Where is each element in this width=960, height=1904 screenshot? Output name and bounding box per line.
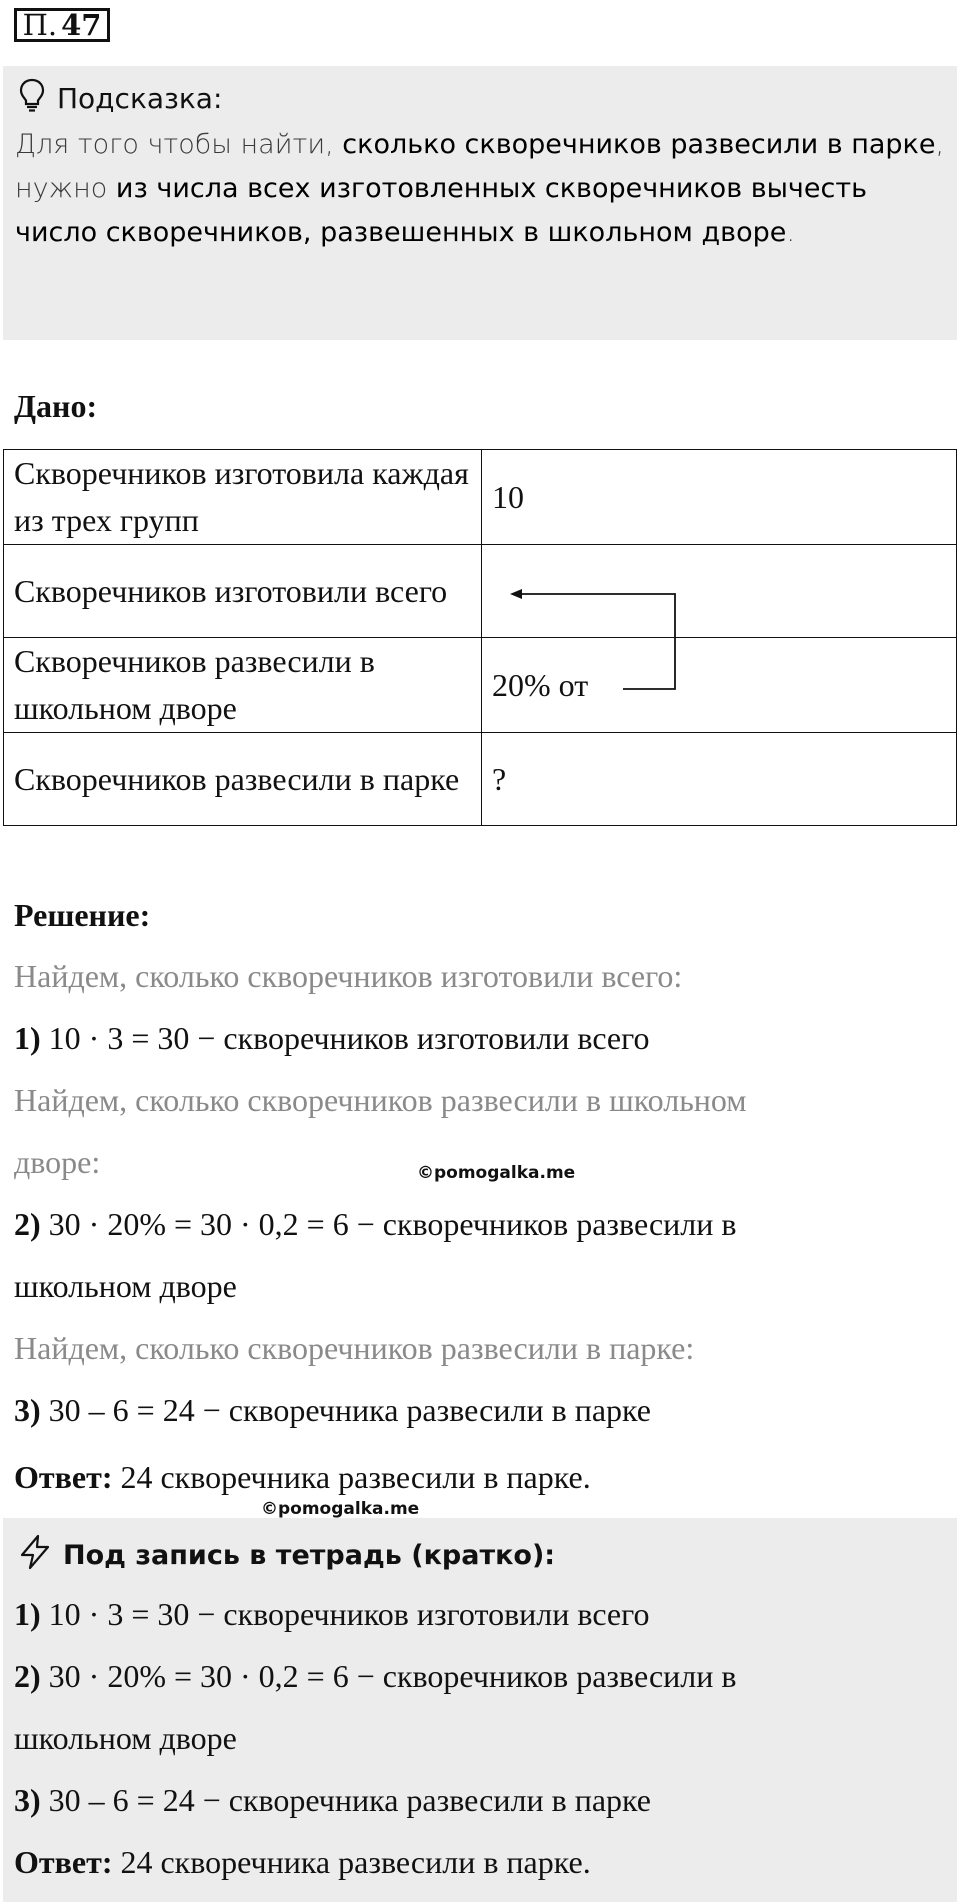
brief-answer [14,1844,591,1881]
step-text: 30 · 20% = 30 · 0,2 = 6 − скворечников развесили в [40,1206,737,1242]
lightning-icon [19,1534,51,1577]
step-text: 30 – 6 = 24 − скворечника развесили в парке [40,1782,651,1818]
answer-text: 24 скворечника развесили в парке. [112,1459,591,1495]
answer-text: 24 скворечника развесили в парке. [112,1844,591,1880]
watermark: ©pomogalka.me [417,1163,576,1183]
step1-intro: Найдем, сколько скворечников изготовили всего: [14,958,683,994]
table-row [4,733,957,826]
table-row [4,638,957,733]
given-value: ? [482,733,957,826]
step2-intro-line2: дворе: [14,1144,101,1180]
watermark: ©pomogalka.me [261,1499,420,1519]
answer-label: Ответ: [14,1844,113,1880]
hint-part: сколько скворечников развесили в парке [342,129,936,160]
step2-line [14,1206,736,1243]
step3-intro: Найдем, сколько скворечников развесили в парке: [14,1330,695,1366]
brief-step2 [14,1658,736,1695]
lightbulb-icon [19,78,45,119]
hint-box [3,66,957,340]
table-row [4,450,957,545]
given-title: Дано: [14,388,98,424]
solution-title: Решение: [14,897,151,933]
given-label: Скворечников развесили в школьном дворе [4,638,482,733]
step2-intro-line1: Найдем, сколько скворечников развесили в школьном [14,1082,747,1118]
step-number: 2) [14,1206,41,1242]
hint-title: Подсказка: [57,82,223,115]
step-number: 1) [14,1020,41,1056]
step-number: 3) [14,1392,41,1428]
given-value: 20% от [482,638,957,733]
brief-header [19,1534,555,1577]
step-text: 30 · 20% = 30 · 0,2 = 6 − скворечников развесили в [40,1658,737,1694]
given-value: 10 [482,450,957,545]
table-row [4,545,957,638]
hint-part: . [786,217,795,248]
step2-line2: школьном дворе [14,1268,237,1304]
step3-line [14,1392,651,1429]
task-prefix: П. [22,8,58,42]
answer-label: Ответ: [14,1459,113,1495]
step-text: 10 · 3 = 30 − скворечников изготовили всего [40,1596,650,1632]
hint-part: Для того чтобы найти, [15,129,343,160]
given-label: Скворечников изготовила каждая из трех групп [4,450,482,545]
brief-step1 [14,1596,649,1633]
given-table [3,449,957,826]
hint-part: , нужно [15,129,945,204]
step-number: 1) [14,1596,41,1632]
hint-header [19,78,222,119]
brief-title: Под запись в тетрадь (кратко): [63,1540,556,1571]
step-number: 2) [14,1658,41,1694]
given-label: Скворечников изготовили всего [4,545,482,638]
given-label: Скворечников развесили в парке [4,733,482,826]
task-number: 47 [61,8,102,42]
step-text: 10 · 3 = 30 − скворечников изготовили всего [40,1020,650,1056]
task-number-box [14,8,110,42]
step1-line [14,1020,649,1057]
brief-step3 [14,1782,651,1819]
given-value [482,545,957,638]
hint-part: из числа всех изготовленных скворечников вычесть число скворечников, развешенных в школьном дворе [15,173,867,248]
hint-text [15,123,945,255]
brief-step2-line2: школьном дворе [14,1720,237,1756]
brief-box [3,1518,957,1902]
step-text: 30 – 6 = 24 − скворечника развесили в парке [40,1392,651,1428]
step-number: 3) [14,1782,41,1818]
answer-line [14,1459,591,1496]
